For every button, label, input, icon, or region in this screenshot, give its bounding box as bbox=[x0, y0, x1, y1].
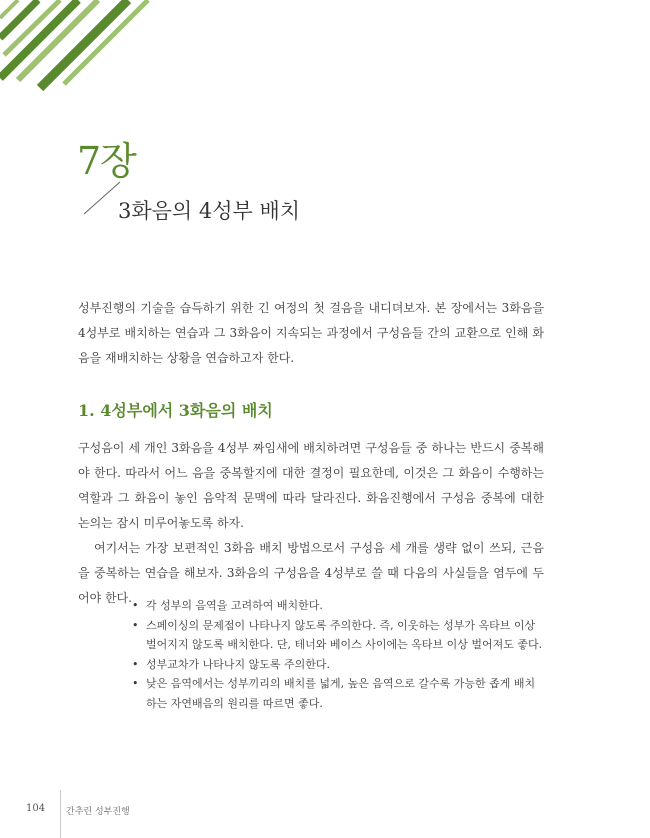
list-item-text: 스페이싱의 문제점이 나타나지 않도록 주의한다. 즉, 이웃하는 성부가 옥타브 이상 벌어지지 않도록 배치한다. 단, 테너와 베이스 사이에는 옥타브 이상 벌어져도 좋다. bbox=[146, 618, 543, 651]
running-title: 간추린 성부진행 bbox=[66, 807, 130, 817]
chapter-number: 7장 bbox=[77, 139, 136, 183]
list-item-text: 낮은 음역에서는 성부끼리의 배치를 넓게, 높은 음역으로 갈수록 가능한 좁게 배치하는 자연배음의 원리를 따르면 좋다. bbox=[146, 677, 536, 710]
list-item bbox=[132, 655, 544, 675]
list-item bbox=[132, 596, 544, 616]
list-item bbox=[132, 674, 544, 713]
chapter-title: 3화음의 4성부 배치 bbox=[118, 199, 301, 223]
list-item-text: 각 성부의 음역을 고려하여 배치한다. bbox=[146, 599, 323, 612]
guideline-list bbox=[132, 596, 544, 713]
footer-divider bbox=[60, 790, 61, 838]
section-heading: 1. 4성부에서 3화음의 배치 bbox=[78, 401, 273, 420]
bullet-icon: • bbox=[132, 599, 139, 612]
body-paragraph-1: 구성음이 세 개인 3화음을 4성부 짜임새에 배치하려면 구성음들 중 하나는 반드시 중복해야 한다. 따라서 어느 음을 중복할지에 대한 결정이 필요한데, 이것은 그 화음이 수행하는 역할과 그 화음이 놓인 음악적 문맥에 따라 달라진다. 화음진행에서 구성음 중복에 대한 논의는 잠시 미루어놓도록 하자. bbox=[78, 441, 544, 530]
intro-paragraph: 성부진행의 기술을 습득하기 위한 긴 여정의 첫 걸음을 내디뎌보자. 본 장에서는 3화음을 4성부로 배치하는 연습과 그 3화음이 지속되는 과정에서 구성음들 간의 교환으로 인해 화음을 재배치하는 상황을 연습하고자 한다. bbox=[78, 301, 544, 365]
bullet-icon: • bbox=[132, 618, 139, 632]
list-item-text: 성부교차가 나타나지 않도록 주의한다. bbox=[146, 657, 331, 671]
list-item bbox=[132, 616, 544, 655]
title-slash bbox=[82, 180, 122, 216]
page-number: 104 bbox=[26, 803, 46, 814]
bullet-icon: • bbox=[132, 677, 139, 690]
body-paragraph-2: 여기서는 가장 보편적인 3화음 배치 방법으로서 구성음 세 개를 생략 없이 쓰되, 근음을 중복하는 연습을 해보자. 3화음의 구성음을 4성부로 쓸 때 다음의 사실들을 염두에 두어야 한다. bbox=[78, 541, 544, 605]
bullet-icon: • bbox=[132, 657, 139, 671]
decorative-stripes bbox=[0, 0, 170, 100]
